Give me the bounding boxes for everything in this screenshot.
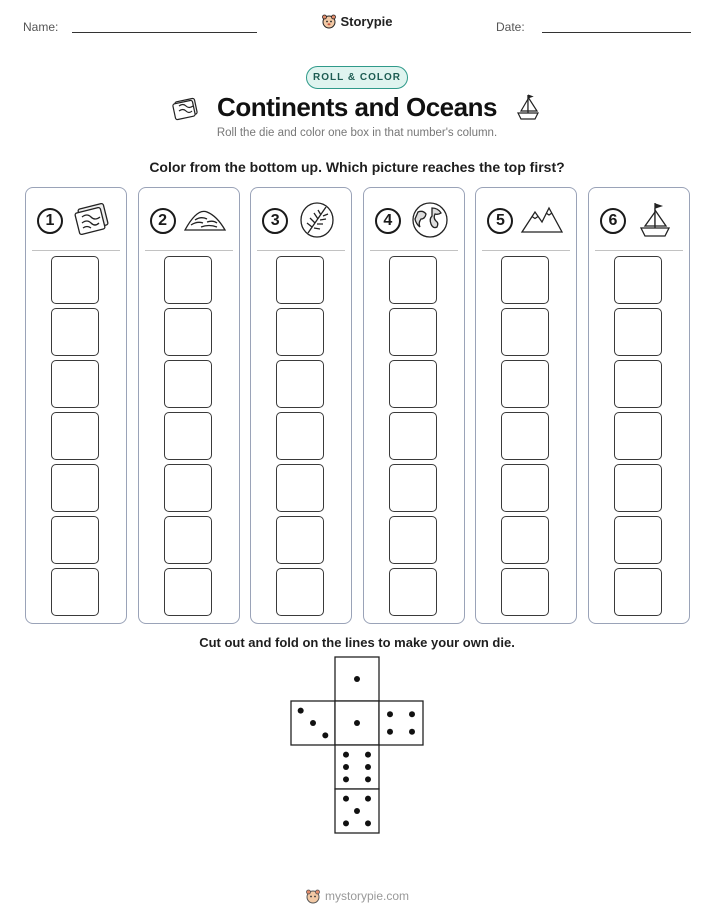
mountains-icon (520, 200, 564, 240)
color-box[interactable] (389, 516, 437, 564)
die-pip (409, 729, 415, 735)
date-line[interactable] (542, 32, 691, 33)
color-box[interactable] (276, 256, 324, 304)
color-box[interactable] (614, 256, 662, 304)
color-box[interactable] (164, 412, 212, 460)
storypie-mascot-icon (321, 13, 337, 29)
color-box[interactable] (389, 412, 437, 460)
die-face (335, 745, 379, 789)
column-divider (482, 250, 570, 251)
column-divider (145, 250, 233, 251)
column-number: 5 (487, 208, 513, 234)
column-number: 4 (375, 208, 401, 234)
column-4 (363, 187, 465, 624)
color-box[interactable] (51, 360, 99, 408)
column-divider (370, 250, 458, 251)
footer (0, 888, 714, 904)
color-box[interactable] (276, 412, 324, 460)
color-box[interactable] (501, 360, 549, 408)
color-box[interactable] (276, 360, 324, 408)
color-box[interactable] (164, 516, 212, 564)
color-box[interactable] (389, 256, 437, 304)
die-pip (409, 711, 415, 717)
color-box[interactable] (51, 464, 99, 512)
die-face (335, 657, 379, 701)
color-box[interactable] (501, 568, 549, 616)
die-pip (343, 796, 349, 802)
color-box[interactable] (614, 308, 662, 356)
die-pip (354, 676, 360, 682)
column-2 (138, 187, 240, 624)
color-box[interactable] (51, 568, 99, 616)
map-icon (70, 200, 114, 240)
color-box[interactable] (51, 516, 99, 564)
color-box[interactable] (614, 360, 662, 408)
color-box[interactable] (51, 412, 99, 460)
color-box[interactable] (501, 412, 549, 460)
die-face (335, 701, 379, 745)
die-pip (354, 808, 360, 814)
column-number: 2 (150, 208, 176, 234)
leaf-icon (295, 200, 339, 240)
die-pip (365, 764, 371, 770)
brand-logo (0, 13, 714, 29)
color-box[interactable] (614, 412, 662, 460)
column-5 (475, 187, 577, 624)
color-box[interactable] (164, 308, 212, 356)
die-face (291, 701, 335, 745)
storypie-mascot-icon (305, 888, 321, 904)
die-face (335, 789, 379, 833)
name-line[interactable] (72, 32, 257, 33)
color-box[interactable] (51, 256, 99, 304)
sand-dune-icon (183, 200, 227, 240)
column-1 (25, 187, 127, 624)
die-pip (322, 732, 328, 738)
die-pip (354, 720, 360, 726)
die-pip (365, 776, 371, 782)
column-number: 1 (37, 208, 63, 234)
die-pip (387, 729, 393, 735)
column-divider (595, 250, 683, 251)
column-divider (32, 250, 120, 251)
color-box[interactable] (164, 360, 212, 408)
color-box[interactable] (164, 256, 212, 304)
die-pip (343, 764, 349, 770)
color-box[interactable] (276, 308, 324, 356)
die-instruction: Cut out and fold on the lines to make your own die. (199, 635, 515, 650)
color-box[interactable] (164, 464, 212, 512)
color-box[interactable] (501, 308, 549, 356)
footer-url: mystorypie.com (324, 889, 410, 903)
column-number: 6 (600, 208, 626, 234)
column-6 (588, 187, 690, 624)
color-box[interactable] (276, 516, 324, 564)
color-box[interactable] (51, 308, 99, 356)
color-box[interactable] (501, 464, 549, 512)
die-pip (365, 752, 371, 758)
sailboat-icon (513, 92, 543, 122)
die-pip (365, 820, 371, 826)
color-box[interactable] (276, 464, 324, 512)
sailboat-icon (633, 200, 677, 240)
column-3 (250, 187, 352, 624)
color-box[interactable] (389, 308, 437, 356)
color-box[interactable] (389, 360, 437, 408)
page-title: Continents and Oceans (217, 92, 497, 122)
color-box[interactable] (614, 568, 662, 616)
name-label: Name: (23, 20, 59, 34)
roll-columns (25, 187, 690, 624)
column-divider (257, 250, 345, 251)
roll-and-color-badge: ROLL & COLOR (306, 66, 408, 89)
color-box[interactable] (164, 568, 212, 616)
subtitle: Roll the die and color one box in that number's column. (216, 127, 498, 139)
die-pip (343, 752, 349, 758)
color-box[interactable] (614, 464, 662, 512)
die-pip (343, 820, 349, 826)
brand-name: Storypie (340, 13, 393, 29)
color-box[interactable] (501, 256, 549, 304)
die-pip (343, 776, 349, 782)
color-box[interactable] (276, 568, 324, 616)
column-number: 3 (262, 208, 288, 234)
die-pip (310, 720, 316, 726)
die-pip (387, 711, 393, 717)
die-face (379, 701, 423, 745)
color-box[interactable] (389, 568, 437, 616)
date-label: Date: (496, 20, 525, 34)
die-pip (298, 708, 304, 714)
globe-icon (408, 200, 452, 240)
die-pip (365, 796, 371, 802)
color-box[interactable] (501, 516, 549, 564)
color-box[interactable] (614, 516, 662, 564)
color-box[interactable] (389, 464, 437, 512)
coloring-instruction: Color from the bottom up. Which picture reaches the top first? (149, 159, 565, 175)
